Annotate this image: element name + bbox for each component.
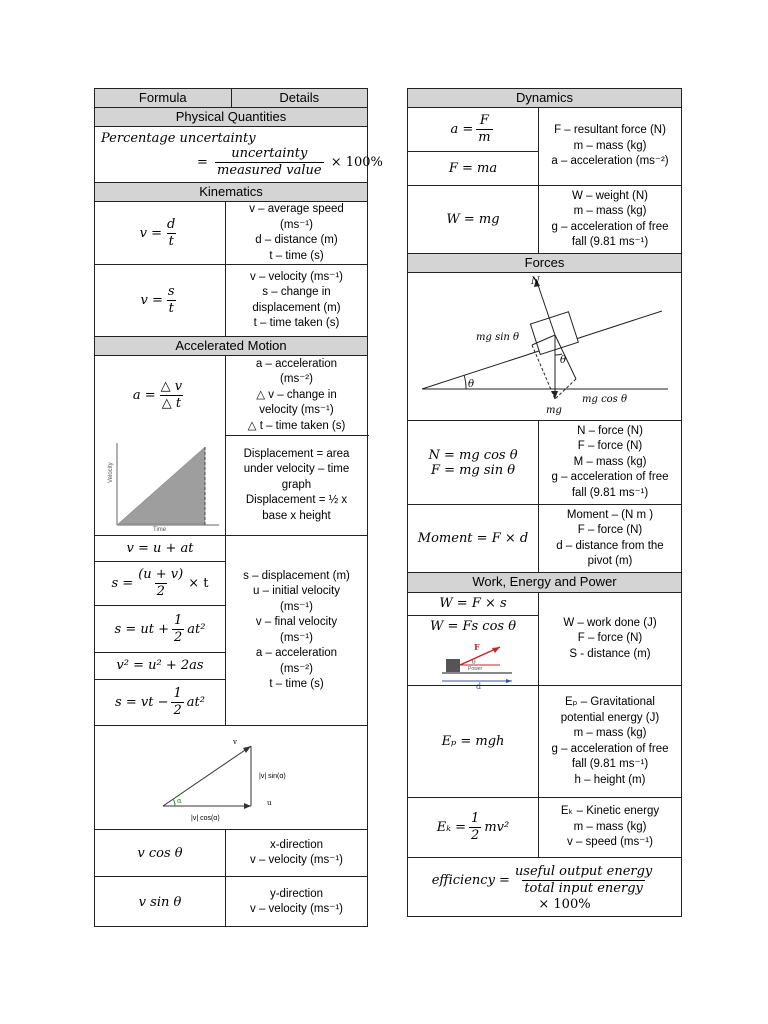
row-efficiency — [408, 857, 681, 917]
left-formula-table — [94, 88, 383, 927]
row-acceleration — [95, 355, 367, 435]
efficiency-tail: × 100% — [538, 896, 591, 912]
efficiency-formula: efficiency = $\frac{\text{useful output energy}}{\text{total input energy}}$ — [431, 863, 653, 896]
work-details: W – work done (J) F – force (N) S - distance (m) — [538, 593, 681, 685]
vector-vcos-label: |v| cos(α) — [191, 815, 220, 822]
graph-xlabel: Time — [153, 527, 167, 533]
vector-alpha-arc — [173, 799, 175, 806]
work-formula-2: W = Fs cos θ — [429, 618, 517, 634]
ke-formula: Eₖ = $\frac{1}{2}$ mv² — [436, 811, 510, 843]
work-diagram — [428, 639, 518, 691]
work-label-d: d — [476, 682, 482, 691]
normal-force-details: N – force (N) F – force (N) M – mass (kg) g – acceleration of free fall (9.81 ms⁻¹) — [538, 421, 681, 504]
work-block — [446, 659, 460, 673]
vcos-details: x-direction v – velocity (ms⁻¹) — [225, 830, 367, 876]
work-label-power: Power — [468, 666, 483, 672]
row-vcos — [95, 829, 367, 876]
vector-vsin-label: |v| sin(α) — [259, 773, 286, 780]
ke-details: Eₖ – Kinetic energy m – mass (kg) v – speed (ms⁻¹) — [538, 798, 681, 857]
vector-v-label: v — [233, 738, 237, 746]
work-label-F: F — [474, 642, 480, 652]
uncertainty-fraction: $\frac{\text{uncertainty}}{\text{measured value}}$ — [217, 145, 322, 178]
vsin-details: y-direction v – velocity (ms⁻¹) — [225, 877, 367, 927]
graph-area — [118, 447, 205, 524]
vector-u-label: u — [267, 799, 272, 807]
moment-formula: Moment = F × d — [417, 531, 529, 546]
speed-details: v – average speed (ms⁻¹) d – distance (m) t – time (s) — [225, 202, 367, 264]
angle-arc-1 — [464, 375, 466, 389]
velocity-formula: v = $\frac{s}{t}$ — [140, 284, 175, 316]
label-theta-2: θ — [560, 355, 567, 366]
row-kinetic-energy — [408, 797, 681, 857]
row-moment — [408, 504, 681, 572]
suvat-details: s – displacement (m) u – initial velocity (ms⁻¹) v – final velocity (ms⁻¹) a – acceleration (ms⁻²) t – time (s) — [225, 536, 367, 725]
newton-formula-fma: F = ma — [448, 161, 498, 177]
label-theta-1: θ — [468, 379, 475, 390]
row-vector-components — [95, 725, 367, 829]
velocity-details: v – velocity (ms⁻¹) s – change in displacement (m) t – time taken (s) — [225, 265, 367, 336]
label-mg: mg — [546, 405, 562, 416]
row-velocity-time-graph — [95, 435, 367, 535]
speed-formula: v = $\frac{d}{t}$ — [139, 216, 176, 249]
row-inclined-plane — [408, 272, 681, 420]
newton-details: F – resultant force (N) m – mass (kg) a – acceleration (ms⁻²) — [538, 108, 681, 185]
suvat-eq3: s = ut + $\frac{1}{2}$ at² — [95, 606, 225, 653]
graph-details: Displacement = area under velocity – time graph Displacement = ½ x base x height — [225, 435, 367, 535]
label-mgsin: mg sin θ — [476, 332, 520, 343]
section-work-energy-power: Work, Energy and Power — [408, 572, 681, 592]
header-formula: Formula — [138, 90, 187, 105]
section-accelerated-motion: Accelerated Motion — [95, 336, 367, 355]
header-details: Details — [231, 89, 368, 107]
vector-v-arrowhead — [243, 746, 251, 753]
section-physical-quantities: Physical Quantities — [95, 107, 367, 126]
row-vsin — [95, 876, 367, 927]
row-suvat — [95, 535, 367, 725]
inclined-plane-diagram — [418, 275, 678, 419]
suvat-eq5: s = vt − $\frac{1}{2}$ at² — [115, 685, 205, 718]
row-percentage-uncertainty: Percentage uncertainty = $\frac{\text{uncertainty}}{\text{measured value}}$ × 100% — [95, 126, 367, 182]
label-N: N — [531, 276, 540, 287]
vector-alpha: α — [177, 797, 182, 805]
force-arrowhead — [492, 647, 500, 653]
vsin-formula: v sin θ — [138, 894, 182, 910]
row-gravitational-potential-energy — [408, 685, 681, 797]
section-kinematics: Kinematics — [95, 182, 367, 201]
distance-arrowhead — [506, 679, 512, 683]
row-weight — [408, 185, 681, 253]
row-work-done — [408, 592, 681, 691]
suvat-eq2: s = $\frac{(u + v)}{2}$ × t — [95, 562, 225, 607]
row-newton-second-law — [408, 107, 681, 185]
row-velocity — [95, 264, 367, 336]
gpe-formula: Eₚ = mgh — [441, 734, 505, 749]
acceleration-details: a – acceleration (ms⁻²) △ v – change in velocity (ms⁻¹) △ t – time taken (s) — [225, 356, 367, 435]
table-header — [95, 89, 367, 107]
gpe-details: Eₚ – Gravitational potential energy (J) m – mass (kg) g – acceleration of free fall (9.81 ms⁻¹) h – height (m) — [538, 686, 681, 797]
newton-formula-fraction: a = $\frac{F}{m}$ — [408, 108, 538, 152]
suvat-eq4: v² = u² + 2as — [95, 653, 225, 680]
velocity-time-graph — [109, 439, 221, 531]
row-average-speed — [95, 201, 367, 264]
row-normal-friction — [408, 420, 681, 504]
vcos-formula: v cos θ — [137, 845, 183, 861]
section-forces: Forces — [408, 253, 681, 272]
section-dynamics: Dynamics — [408, 89, 681, 107]
suvat-eq1: v = u + at — [95, 536, 225, 562]
vector-triangle-diagram — [155, 732, 315, 826]
acceleration-formula: a = $\frac{\triangle v}{\triangle t}$ — [132, 379, 183, 411]
weight-details: W – weight (N) m – mass (kg) g – acceleration of free fall (9.81 ms⁻¹) — [538, 186, 681, 253]
moment-details: Moment – (N m ) F – force (N) d – distance from the pivot (m) — [538, 505, 681, 572]
label-mgcos: mg cos θ — [582, 394, 628, 405]
vector-u-arrowhead — [244, 803, 251, 809]
weight-formula: W = mg — [446, 212, 500, 227]
percentage-uncertainty-label: Percentage uncertainty — [101, 130, 256, 146]
work-formula-1: W = F × s — [408, 593, 538, 616]
normal-force-formulas: N = mg cos θ F = mg sin θ — [428, 447, 518, 478]
work-label-theta: θ — [472, 659, 476, 666]
graph-ylabel: Velocity — [108, 462, 114, 483]
right-formula-table — [407, 88, 682, 917]
